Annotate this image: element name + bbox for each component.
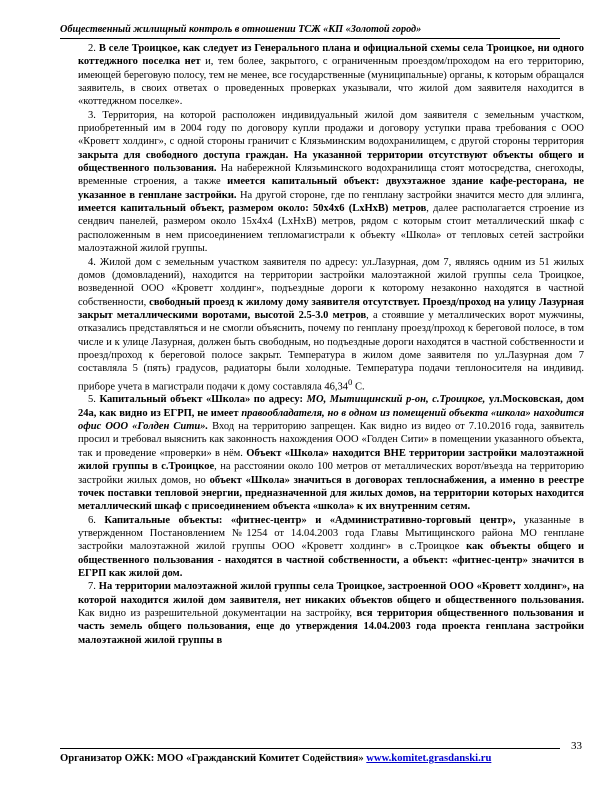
text-run: объект «Школа» значиться в договорах теплоснабжения, а именно в реестре точек поставки тепловой энергии, предназначенной для жилых домов, на территории которых находится металлический шкаф с присоединением объекта «школа» к их внутренним сетям. [78,474,584,513]
text-run: указанные в утвержденном Постановлением №1254 от 14.04.2003 года Главы Мытищинского района МО генплане застройки малоэтажной жилой группы ООО «Кроветт холдинг» в с.Троицкое [78,514,584,553]
paragraph-p2 [78,42,584,109]
footer-divider [60,748,560,749]
document-body [78,42,584,647]
text-run: , на расстоянии около 100 метров от металлических ворот/въезда на территорию застройки жилых домов, но [78,461,584,486]
text-run: В селе Троицкое, как следует из Генерального плана и официальной схемы села Троицкое, ни одного коттеджного поселка нет [78,43,584,68]
text-run: 2. [88,43,99,54]
header-title: Общественный жилищный контроль в отношении ТСЖ «КП «Золотой город» [60,24,422,35]
paragraph-p3 [78,109,584,256]
paragraph-p5 [78,393,584,513]
paragraph-p7 [78,580,584,647]
text-run: На территории малоэтажной жилой группы села Троицкое, застроенной ООО «Кроветт холдинг», на которой находится жилой дом заявителя, нет никаких объектов общего и общественного пользования. [78,581,585,606]
text-run: Капитальные объекты: «фитнес-центр» и «Административно-торговый центр», [104,514,516,526]
footer-website-link[interactable]: www.komitet.grasdanski.ru [366,753,492,764]
text-run: вся территория общественного пользования и часть земель общего пользования, еще до утверждения 14.04.2003 года проекта генплана застройки малоэтажной жилой группы в [78,607,585,646]
text-run: как объекты общего и общественного пользования - находятся в частной собственности, а объект: «фитнес-центр» значится в ЕГРП как жилой дом. [78,541,584,579]
text-run: , далее располагается строение из сендвич панелей, размером около 15х4х4 (LxHxB) метров, рядом с которым стоит металлический шкаф с расположенным в нем присоединением тепломагистрали к объекту «Школа» от тепловых сетей застройки малоэтажной жилой группы. [78,203,584,255]
text-run: 5. [88,394,100,406]
page-footer [60,753,560,764]
text-run: свободный проезд к жилому дому заявителя отсутствует. Проезд/проход на улицу Лазурная закрыт металлическими воротами, высотой 2.5-3.0 метров [78,296,584,321]
page-header [60,24,560,35]
text-run: имеется капитальный объект, размером около: 50х4х6 (LxHxB) метров [78,203,427,215]
text-run: 6. [88,514,105,526]
text-run: , а стоявшие у металлических ворот мужчины, отказались представляться и не смогли объяснить, почему по генплану проезд/проход к береговой полосе, в том числе и к улице Лазурная, должен быть свободным, но подъездные дороги находятся в частной собственности и проезд/проход к береговой полосе закрыт. Температура в жилом доме заявителя по ул.Лазурная дом 7 составляла 5 (пять) градусов, радиаторы были холодные. Температура подачи теплоносителя на индивид. приборе учета в магистрали подачи к дому составляла 46,34 [78,309,585,393]
text-run: На набережной Клязьминского водохранилища стоят мотосредства, снегоходы, временные строения, а также [78,163,584,188]
text-run: 0 [347,376,353,387]
text-run: С. [352,381,365,393]
paragraph-p6 [78,514,584,581]
text-run: 7. [88,581,99,593]
paragraph-p4 [78,256,584,394]
text-run: 4. Жилой дом с земельным участком заявителя по адресу: ул.Лазурная, дом 7, являясь одним из 51 жилых домов (домовладений), находится на территории застройки малоэтажной жилой группы села Троицкое, возведенной ООО «Кроветт холдинг», подъездные дороги к которому незаконно находятся в частной собственности, [78,256,584,308]
text-run: имеется капитальный объект: двухэтажное здание кафе-ресторана, не указанное в генплане застройки. [78,176,584,201]
text-run: 3. Территория, на которой расположен индивидуальный жилой дом заявителя с земельным участком, приобретенный им в 2004 году по договору купли продажи и договору уступки права требования с ООО «Кроветт холдинг», с одной стороны граничит с Клязьминским водохранилищем, с другой стороны территория [78,109,584,148]
footer-organizer: Организатор ОЖК: МОО «Гражданский Комитет Содействия» [60,753,364,764]
text-run: МО, Мытищинский р-он, с.Троицкое, [306,394,486,406]
text-run: Вход на территорию запрещен. Как видно из видео от 7.10.2016 года, заявитель просил и требовал выяснить как законность нахождения ООО «Голден Сити» в помещении указанного объекта, так и проведение «проверки» в нём. [78,421,584,459]
header-divider [60,38,560,39]
text-run: На другой стороне, где по генплану застройки значится место для эллинга, [236,189,584,201]
text-run: правообладателя, но в одном из помещений объекта «школа» находится офис ООО «Голден Сити». [78,407,584,433]
text-run: ул.Московская, дом 24а, как видно из ЕГРП, не имеет [78,394,584,419]
page-number: 33 [571,740,582,752]
text-run: Как видно из разрешительной документации на застройку, [78,607,357,619]
text-run: закрыта для свободного доступа граждан. На указанной территории отсутствуют объекты общего и общественного пользования. [78,149,584,175]
text-run: Объект «Школа» находится ВНЕ территории застройки малоэтажной жилой группы в с.Троицкое [78,447,584,473]
text-run: Капитальный объект «Школа» по адресу: [99,394,307,406]
text-run: и, тем более, закрытого, с ограниченным проездом/проходом на его территорию, имеющей береговую полосу, тем не менее, все государственные (муниципальные) органы, к которым обращался заявитель, в своих ответах о проведенных проверках указывали, что жилой дом заявителя находится в «коттеджном поселке». [78,56,584,108]
